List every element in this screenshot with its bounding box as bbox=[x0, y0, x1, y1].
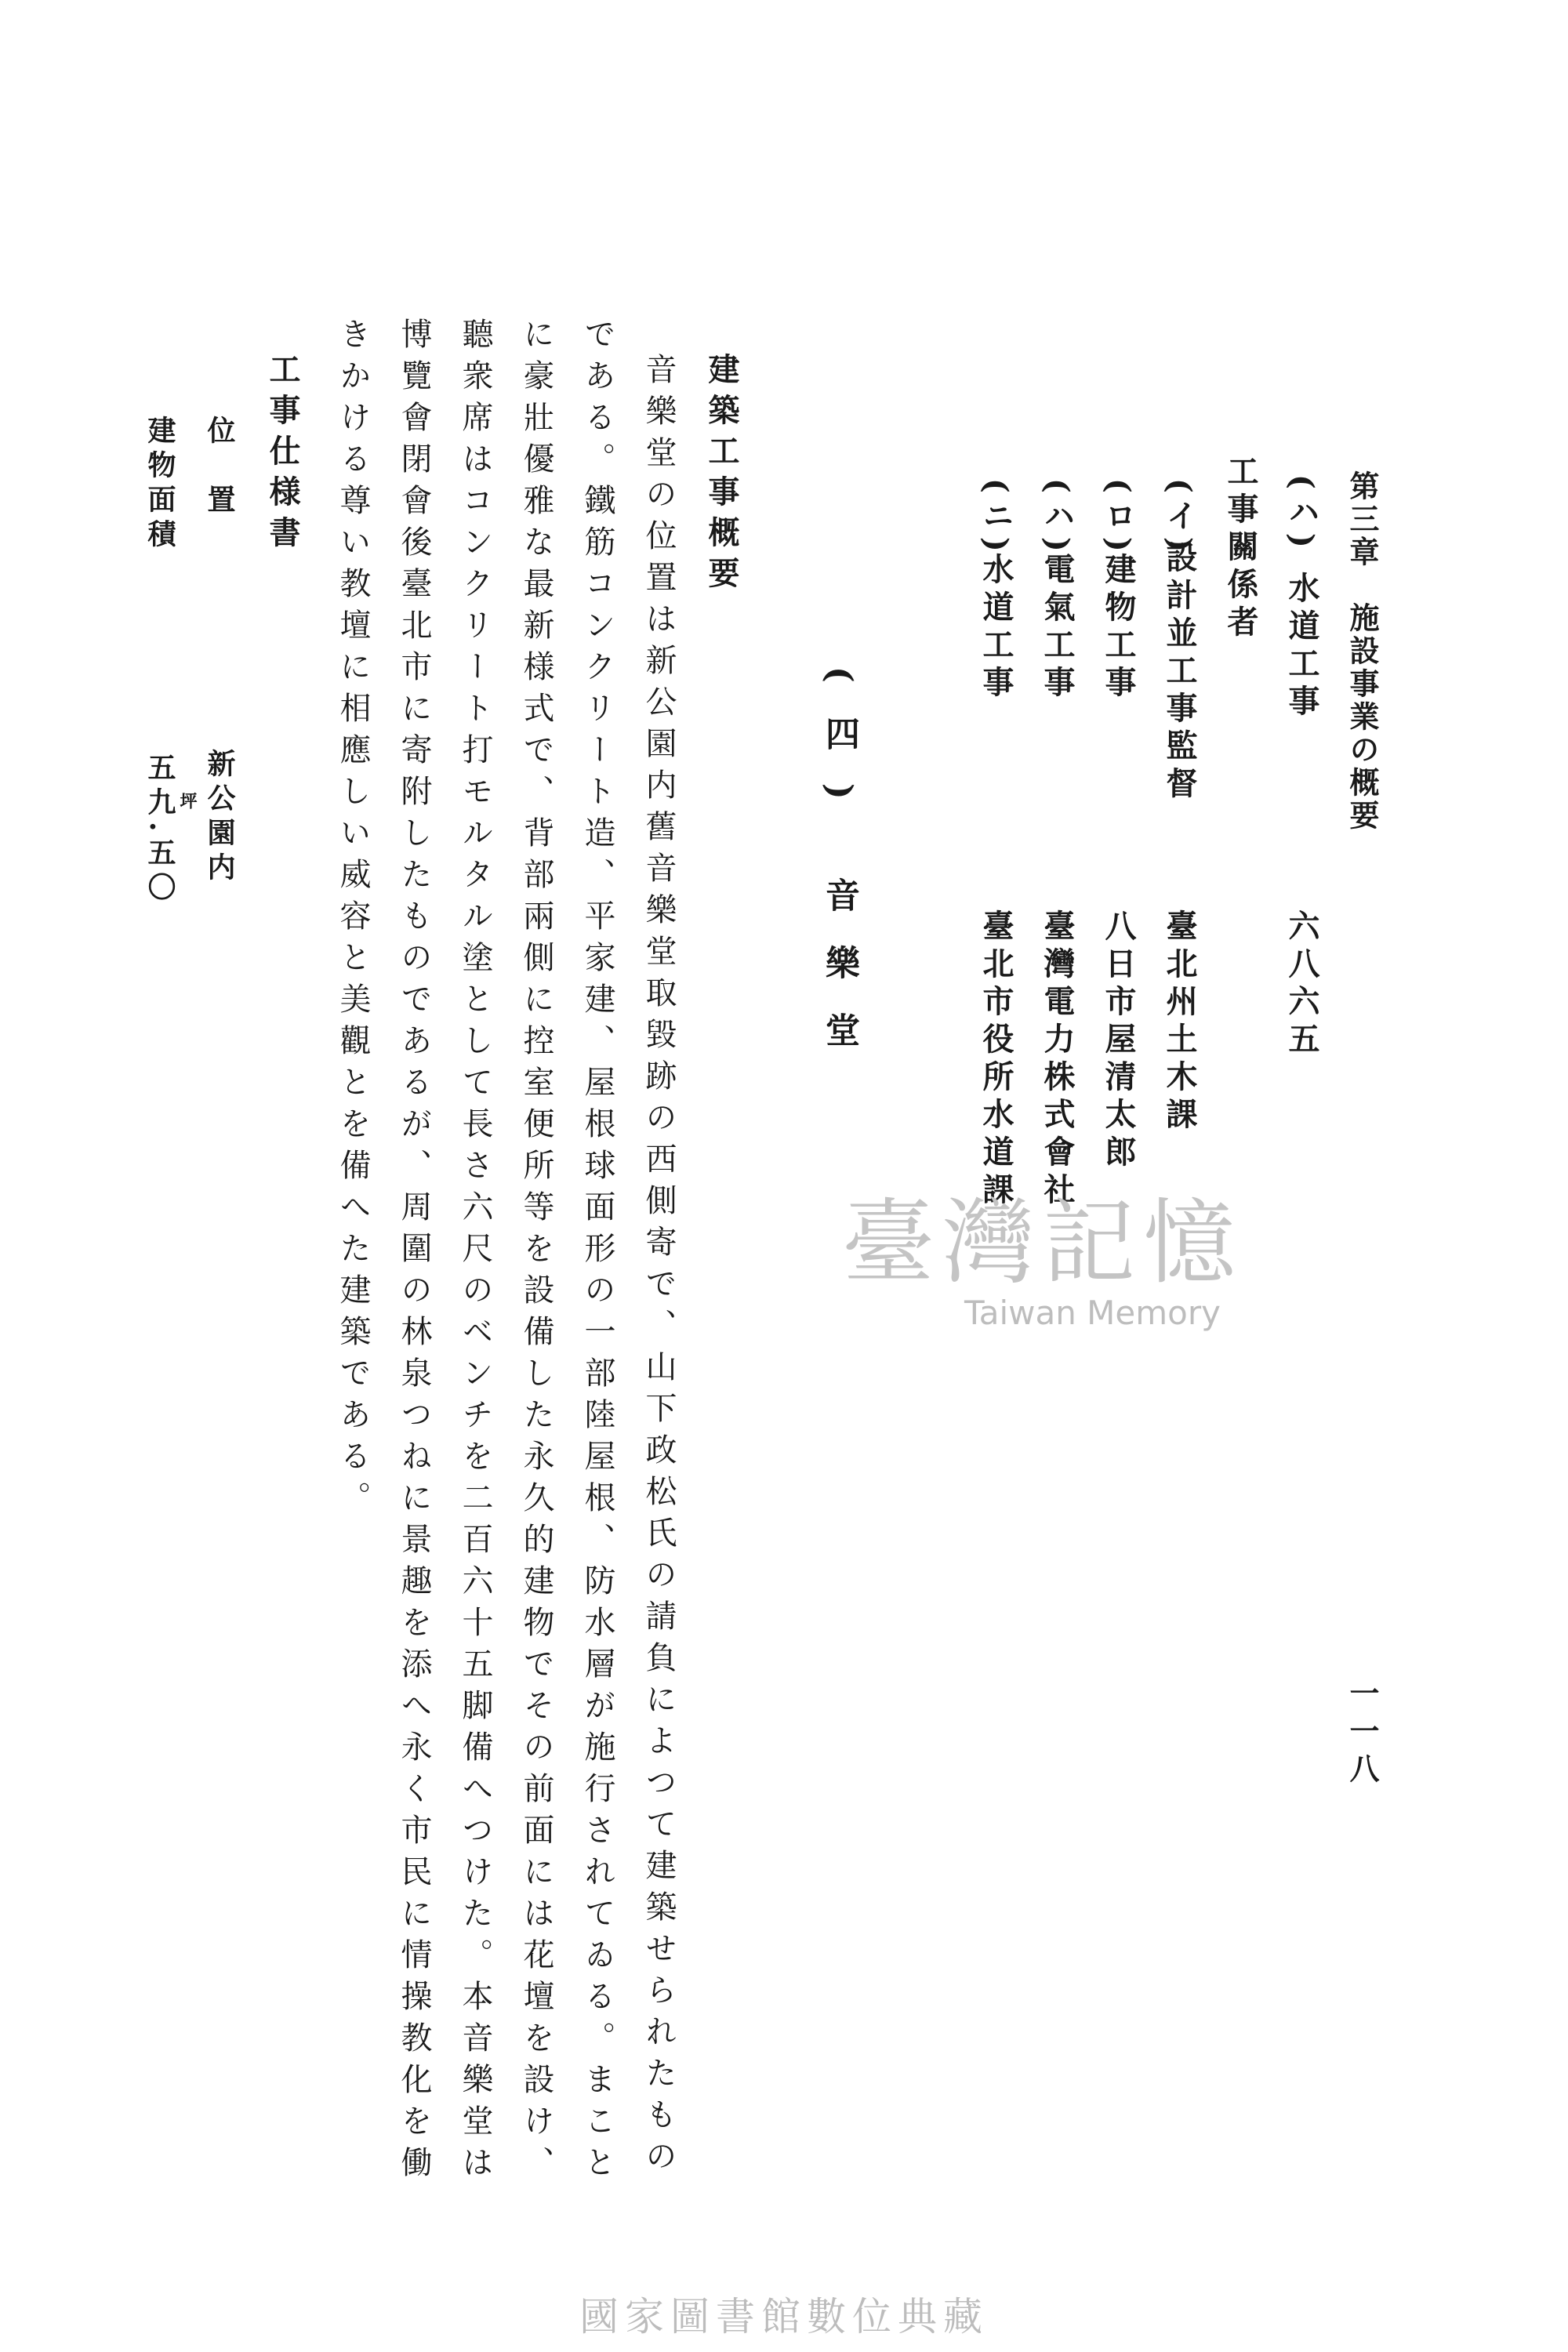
body-line: 博覽會閉會後臺北市に寄附したものであるが、周圍の林泉つねに景趣を添へ永く市民に情操教化を働 bbox=[396, 318, 432, 2187]
page-number: 一一八 bbox=[1345, 1678, 1380, 1791]
contractor-label: (ロ) bbox=[1100, 478, 1137, 558]
body-line: きかける尊い教壇に相應しい威容と美觀とを備へた建築である。 bbox=[335, 318, 371, 1523]
contractor-role: 電氣工事 bbox=[1039, 553, 1076, 703]
overview-heading: 建築工事概要 bbox=[703, 353, 740, 597]
contractor-label: (ハ) bbox=[1039, 478, 1076, 558]
spec-heading: 工事仕様書 bbox=[264, 353, 301, 557]
spec-unit-area: 坪 bbox=[177, 792, 198, 809]
body-line: である。鐵筋コンクリート造、平家建、屋根球面形の一部陸屋根、防水層が施行されてゐる。まこと bbox=[579, 318, 615, 2187]
contractor-name: 八日市屋清太郎 bbox=[1100, 909, 1137, 1173]
body-line: に豪壯優雅な最新様式で、背部兩側に控室便所等を設備した永久的建物でその前面には花壇を設け、 bbox=[518, 318, 554, 2187]
contractor-role: 建物工事 bbox=[1100, 553, 1137, 703]
contractor-label: (ニ) bbox=[978, 478, 1014, 558]
contractor-label: (イ) bbox=[1161, 478, 1198, 558]
library-footer: 國家圖書館數位典藏 bbox=[579, 2294, 989, 2339]
item-ha-title: (ハ) 水道工事 bbox=[1283, 474, 1320, 722]
spec-label-area: 建物面積 bbox=[143, 416, 176, 554]
contractor-role: 設計並工事監督 bbox=[1161, 541, 1198, 804]
watermark-cjk: 臺灣記憶 bbox=[841, 1189, 1243, 1297]
spec-value-area: 五九.五〇 bbox=[143, 753, 176, 907]
spec-label-location: 位 置 bbox=[203, 416, 236, 519]
contractors-heading: 工事關係者 bbox=[1222, 455, 1259, 643]
contractor-name: 臺北市役所水道課 bbox=[978, 909, 1014, 1210]
chapter-heading: 第三章 施設事業の概要 bbox=[1345, 470, 1380, 833]
contractor-name: 臺灣電力株式會社 bbox=[1039, 909, 1076, 1210]
contractor-role: 水道工事 bbox=[978, 553, 1014, 703]
spec-value-location: 新公園内 bbox=[203, 749, 236, 887]
body-line: 音樂堂の位置は新公園内舊音樂堂取毀跡の西側寄で、山下政松氏の請負によつて建築せられたもの bbox=[641, 353, 677, 2181]
body-line: 聽衆席はコンクリート打モルタル塗として長さ六尺のベンチを二百六十五脚備へつけた。本音樂堂は bbox=[457, 318, 493, 2187]
item-ha-value: 六八六五 bbox=[1283, 909, 1320, 1060]
taiwan-memory-watermark bbox=[784, 1189, 1301, 1348]
watermark-en: Taiwan Memory bbox=[964, 1294, 1221, 1332]
section-title: (四) 音樂堂 bbox=[819, 666, 859, 1080]
contractor-name: 臺北州土木課 bbox=[1161, 909, 1198, 1135]
